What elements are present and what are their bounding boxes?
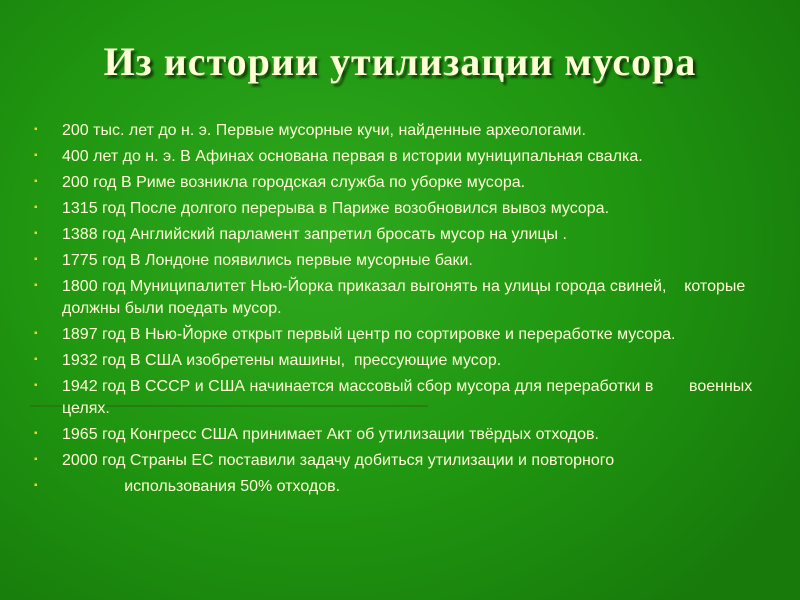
bullet-icon: ▪ <box>34 280 38 291</box>
list-item <box>30 376 770 420</box>
bullet-icon: ▪ <box>34 176 38 187</box>
list-item <box>30 120 770 142</box>
bullet-icon: ▪ <box>34 202 38 213</box>
bullet-icon: ▪ <box>34 150 38 161</box>
list-item <box>30 424 770 446</box>
bullet-text: 1800 год Муниципалитет Нью-Йорка приказал выгонять на улицы города свиней, которые должны были поедать мусор. <box>62 278 750 317</box>
bullet-icon: ▪ <box>34 380 38 391</box>
bullet-icon: ▪ <box>34 228 38 239</box>
bullet-icon: ▪ <box>34 354 38 365</box>
bullet-icon: ▪ <box>34 254 38 265</box>
list-item <box>30 476 770 498</box>
bullet-icon: ▪ <box>34 454 38 465</box>
list-item <box>30 276 770 320</box>
bullet-icon: ▪ <box>34 428 38 439</box>
list-item <box>30 250 770 272</box>
list-item <box>30 224 770 246</box>
list-item <box>30 324 770 346</box>
list-item <box>30 172 770 194</box>
bullet-text: 200 тыс. лет до н. э. Первые мусорные кучи, найденные археологами. <box>62 122 586 139</box>
bullet-text: 400 лет до н. э. В Афинах основана первая в истории муниципальная свалка. <box>62 148 643 165</box>
bullet-icon: ▪ <box>34 124 38 135</box>
bullet-text: 1775 год В Лондоне появились первые мусорные баки. <box>62 252 473 269</box>
bullet-text: использования 50% отходов. <box>62 478 341 495</box>
list-item <box>30 146 770 168</box>
list-item <box>30 198 770 220</box>
bullet-text: 1388 год Английский парламент запретил бросать мусор на улицы . <box>62 226 567 243</box>
bullet-text: 2000 год Страны ЕС поставили задачу добиться утилизации и повторного <box>62 452 615 469</box>
bullet-text: 1315 год После долгого перерыва в Париже возобновился вывоз мусора. <box>62 200 610 217</box>
bullet-text: 200 год В Риме возникла городская служба по уборке мусора. <box>62 174 526 191</box>
list-item <box>30 450 770 472</box>
bullet-icon: ▪ <box>34 480 38 491</box>
list-item <box>30 350 770 372</box>
bullet-text: 1942 год В СССР и США начинается массовый сбор мусора для переработки в военных целях. <box>62 378 757 417</box>
bullet-icon: ▪ <box>34 328 38 339</box>
slide-title: Из истории утилизации мусора <box>103 39 697 84</box>
bullet-text: 1897 год В Нью-Йорке открыт первый центр по сортировке и переработке мусора. <box>62 326 676 343</box>
bullet-text: 1965 год Конгресс США принимает Акт об утилизации твёрдых отходов. <box>62 426 599 443</box>
bullet-text: 1932 год В США изобретены машины, прессующие мусор. <box>62 352 502 369</box>
bullet-list <box>30 120 770 502</box>
